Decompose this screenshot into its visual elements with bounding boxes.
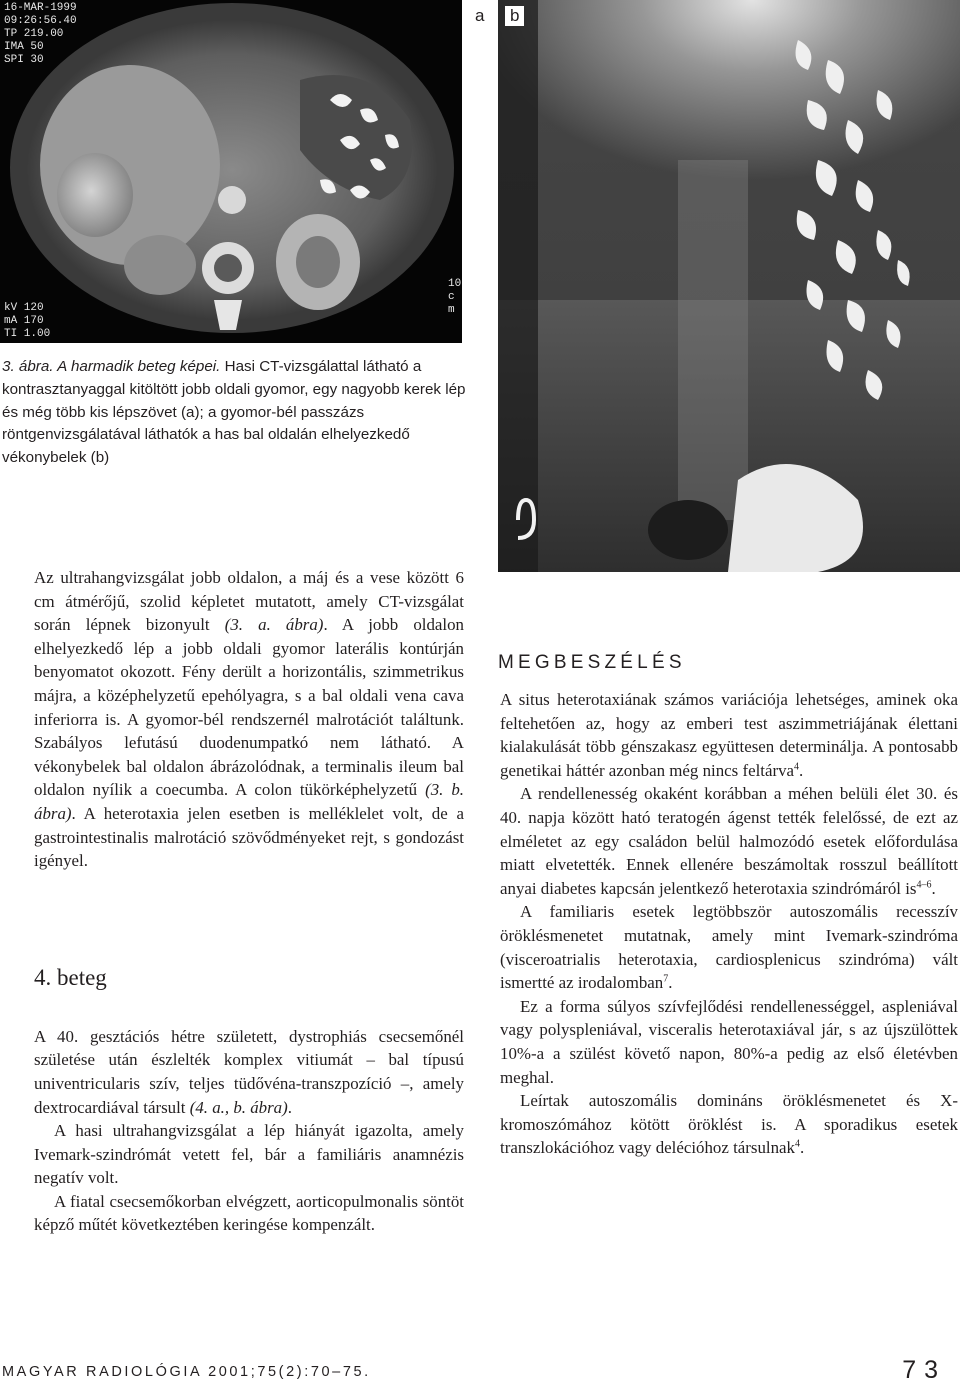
ct-scale-unit-c: c xyxy=(448,291,455,303)
paragraph xyxy=(34,566,464,873)
paragraph: Ez a forma súlyos szívfejlődési rendellenességgel, aspleniával vagy polyspleniával, visceralis heterotaxiával jár, s az újszülöttek 10%-a a szülést követő napon, 80%-a pedig az első életévben meghal. xyxy=(500,996,958,1087)
panel-a-label: a xyxy=(470,6,489,26)
ct-ima: IMA 50 xyxy=(4,41,44,53)
text-run: . xyxy=(668,973,673,993)
ct-tp: TP 219.00 xyxy=(4,28,64,40)
paragraph xyxy=(500,688,958,782)
text-run: A 40. gesztációs hétre született, dystrophiás csecsemőnél születése után észlelték komplex vitiumát – bal típusú univentricularis szív, teljes tüdővéna-transzpozíció –, amely dextrocardiával társult xyxy=(34,1026,464,1117)
text-run: . xyxy=(931,878,936,898)
text-run: . A jobb oldalon elhelyezkedő lép a jobb oldali gyomor laterális kontúrján benyomatot okozott. Fény derült a horizontális, szimmetrikus májra, a középhelyzetű epehólyagra, s a bal oldali vena cava inferiorra is. A gyomor-bél rendszernél malrotációt találtunk. Szabályos lefutású duodenumpatkó nem látható. A vékonybelek bal oldalon ábrázolódnak, a terminalis ileum bal oldalon nyílik a coecumba. A colon tükörképhelyzetű xyxy=(34,615,464,800)
caption-lead: 3. ábra. A harmadik beteg képei. xyxy=(2,358,221,375)
page-number: 73 xyxy=(902,1356,946,1384)
section-heading: MEGBESZÉLÉS xyxy=(498,652,686,673)
case-heading: 4. beteg xyxy=(34,965,107,990)
ct-ti: TI 1.00 xyxy=(4,328,51,340)
ct-scale-unit-m: m xyxy=(448,304,455,316)
ct-scale-value: 10 xyxy=(448,278,462,290)
citation: 4 xyxy=(795,1138,801,1150)
xray-image xyxy=(498,0,960,572)
right-column xyxy=(500,688,958,1160)
figure-caption xyxy=(2,356,472,470)
left-column xyxy=(34,566,464,1237)
ct-header-text xyxy=(4,2,77,67)
citation: 4–6 xyxy=(916,879,932,891)
ct-time: 09:26:56.40 xyxy=(4,15,77,27)
text-run: A situs heterotaxiának számos variációja lehetséges, aminek oka feltehetően az, hogy az emberi test aszimmetriájának élettani kialakulását több génszakasz együttesen determinálja. A pontosabb genetikai háttér azonban még nincs feltárva xyxy=(500,690,958,780)
text-run: . xyxy=(287,1097,292,1117)
ct-scan-image xyxy=(0,0,462,343)
paragraph xyxy=(500,782,958,900)
figure-ref: (3. a. ábra) xyxy=(224,615,324,635)
caption-text: Hasi CT-vizsgálattal látható a kontrasztanyaggal kitöltött jobb oldali gyomor, egy nagyobb kerek lép és még több kis lépszövet (a); a gyomor-bél passzázs röntgenvizsgálatával láthatók a has bal oldalán elhelyezkedő vékonybelek (b) xyxy=(2,358,466,467)
figure-ref: (3. b. ábra) xyxy=(34,780,464,823)
text-run: . A heterotaxia jelen esetben is melléklelet volt, de a gastrointestinalis malrotáció szövődményeket rejt, s gondozást igényel. xyxy=(34,803,464,871)
xray-graphic xyxy=(498,0,960,572)
ct-scale-text xyxy=(448,278,461,317)
paragraph xyxy=(34,1025,464,1119)
citation: 7 xyxy=(663,973,669,985)
page-footer xyxy=(0,1356,960,1388)
text-run: Leírtak autoszomális domináns öröklésmenetet és X-kromoszómához kötött öröklést is. A sporadikus esetek transzlokációhoz vagy delécióhoz társulnak xyxy=(500,1091,958,1158)
ct-spi: SPI 30 xyxy=(4,54,44,66)
ct-ma: mA 170 xyxy=(4,315,44,327)
panel-b-label: b xyxy=(505,6,524,26)
ct-kv: kV 120 xyxy=(4,302,44,314)
text-run: A familiaris esetek legtöbbször autoszomális recesszív öröklésmenetet mutatnak, amely mint Ivemark-szindróma (visceroatrialis heterotaxia, cardiosplenicus szindróma) vált ismertté az irodalomban xyxy=(500,902,958,993)
paragraph: A hasi ultrahangvizsgálat a lép hiányát igazolta, amely Ivemark-szindrómát vetett fel, bár a familiáris anamnézis negatív volt. xyxy=(34,1121,464,1188)
text-run: Az ultrahangvizsgálat jobb oldalon, a máj és a vese között 6 cm átmérőjű, szolid képletet mutatott, amely CT-vizsgálat során lépnek bizonyult xyxy=(34,568,464,635)
text-run: . xyxy=(799,760,804,780)
paragraph xyxy=(500,900,958,994)
journal-citation: MAGYAR RADIOLÓGIA 2001;75(2):70–75. xyxy=(2,1364,371,1380)
citation: 4 xyxy=(794,761,800,773)
text-run: A rendellenesség okaként korábban a méhen belüli élet 30. és 40. napja között ható teratogén ágenst tették felelőssé, de ezt az elméletet az egy családon belül halmozódó esetek előfordulása miatt elvetették. Ennek ellenére beszámoltak rosszul beállított anyai diabetes kapcsán jelentkező heterotaxia szindrómáról is xyxy=(500,784,958,898)
ct-footer-text xyxy=(4,302,50,341)
paragraph: A fiatal csecsemőkorban elvégzett, aorticopulmonalis söntöt képző műtét következtében keringése kompenzált. xyxy=(34,1191,464,1235)
text-run: . xyxy=(800,1138,805,1158)
figure-ref: (4. a., b. ábra) xyxy=(189,1097,288,1117)
paragraph xyxy=(500,1089,958,1160)
ct-date: 16-MAR-1999 xyxy=(4,2,77,14)
